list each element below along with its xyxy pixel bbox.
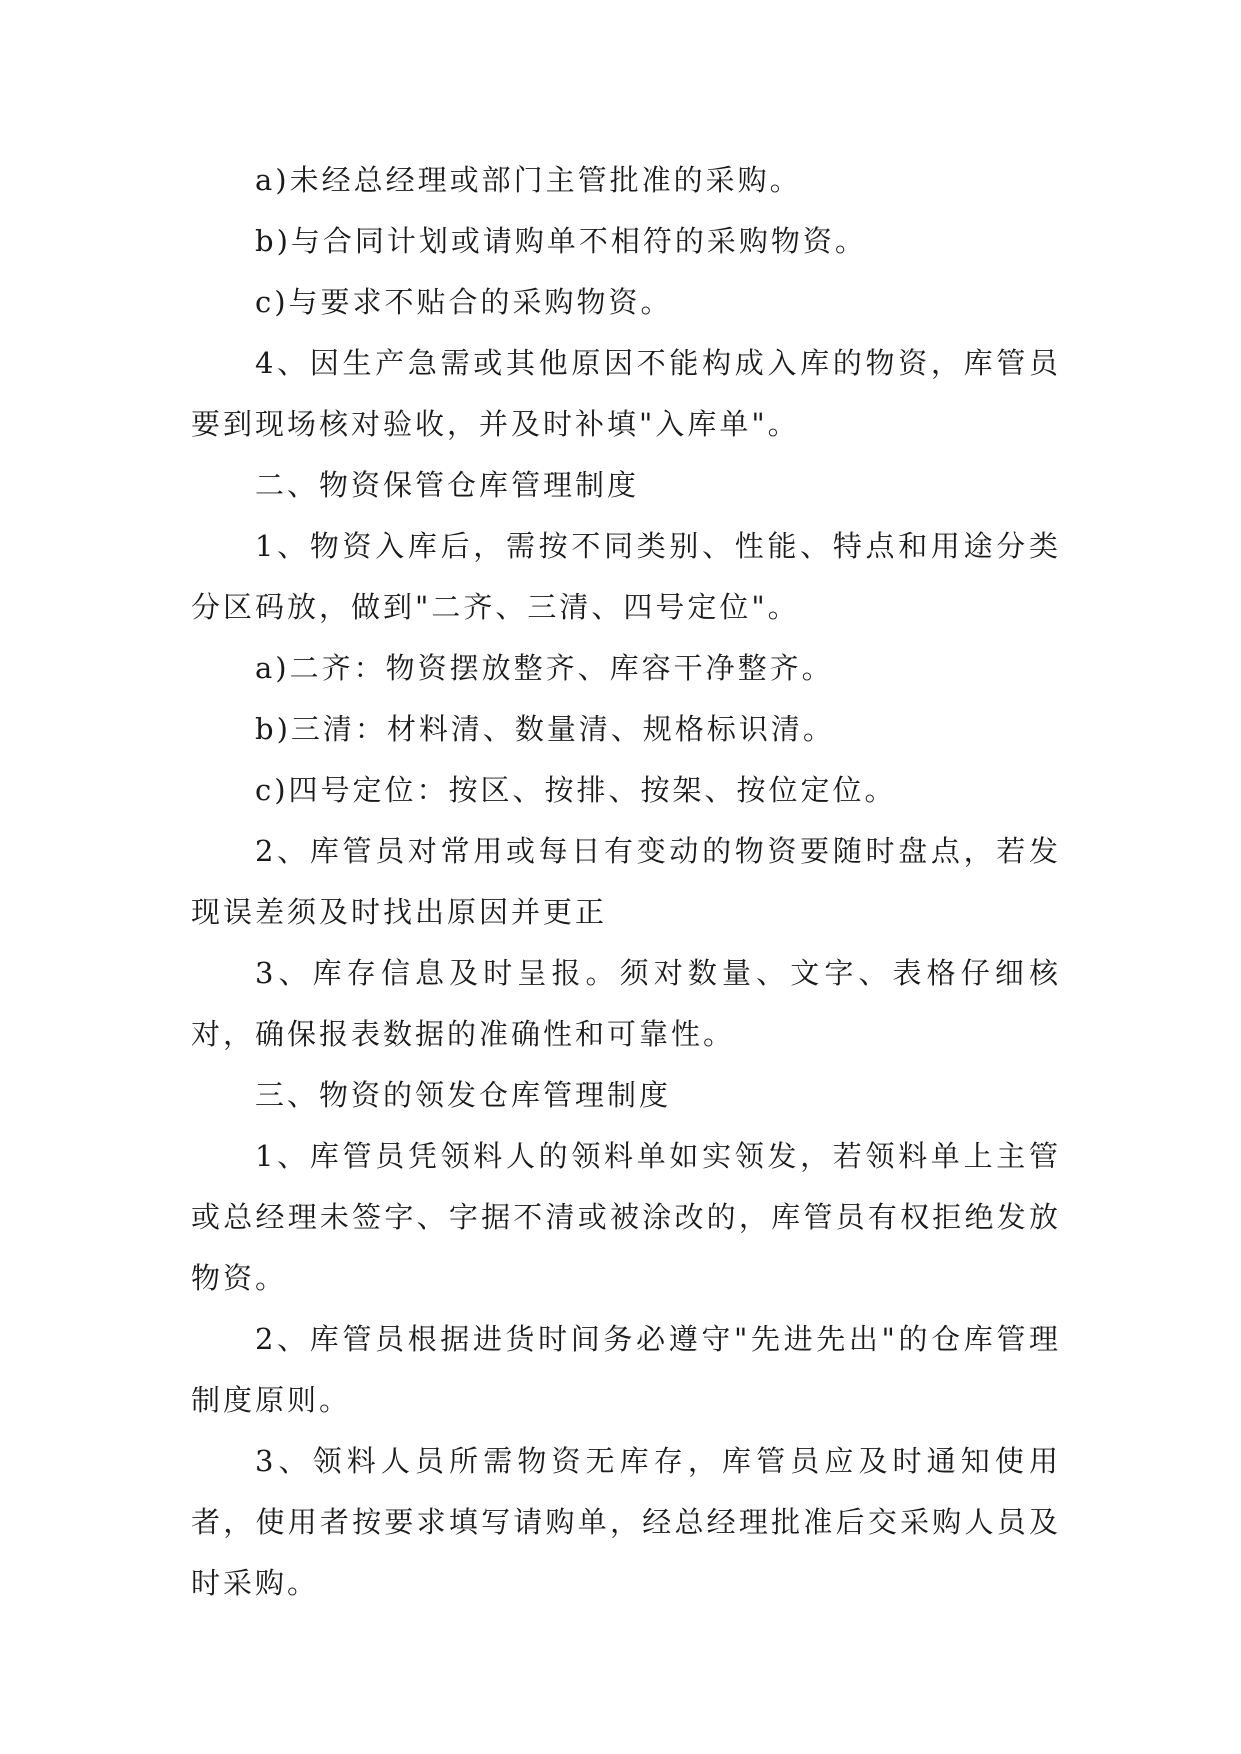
paragraph: b)三清：材料清、数量清、规格标识清。 [255, 712, 835, 746]
paragraph: c)与要求不贴合的采购物资。 [255, 285, 673, 319]
paragraph: b)与合同计划或请购单不相符的采购物资。 [255, 224, 867, 258]
paragraph: a)二齐：物资摆放整齐、库容干净整齐。 [255, 651, 834, 685]
paragraph: a)未经总经理或部门主管批准的采购。 [255, 163, 802, 197]
paragraph: 1、库管员凭领料人的领料单如实领发，若领料单上主管或总经理未签字、字据不清或被涂改的，库管员有权拒绝发放物资。 [191, 1139, 1061, 1295]
paragraph: 2、库管员根据进货时间务必遵守"先进先出"的仓库管理制度原则。 [191, 1322, 1061, 1417]
paragraph: c)四号定位：按区、按排、按架、按位定位。 [255, 773, 897, 807]
paragraph: 2、库管员对常用或每日有变动的物资要随时盘点，若发现误差须及时找出原因并更正 [191, 834, 1061, 929]
section-heading: 三、物资的领发仓库管理制度 [255, 1078, 672, 1112]
paragraph: 3、库存信息及时呈报。须对数量、文字、表格仔细核对，确保报表数据的准确性和可靠性。 [191, 956, 1061, 1051]
paragraph: 1、物资入库后，需按不同类别、性能、特点和用途分类分区码放，做到"二齐、三清、四号定位"。 [191, 529, 1061, 624]
document-body [191, 150, 1061, 1614]
section-heading: 二、物资保管仓库管理制度 [255, 468, 640, 502]
paragraph: 3、领料人员所需物资无库存，库管员应及时通知使用者，使用者按要求填写请购单，经总经理批准后交采购人员及时采购。 [191, 1444, 1061, 1600]
paragraph: 4、因生产急需或其他原因不能构成入库的物资，库管员要到现场核对验收，并及时补填"入库单"。 [191, 346, 1061, 441]
